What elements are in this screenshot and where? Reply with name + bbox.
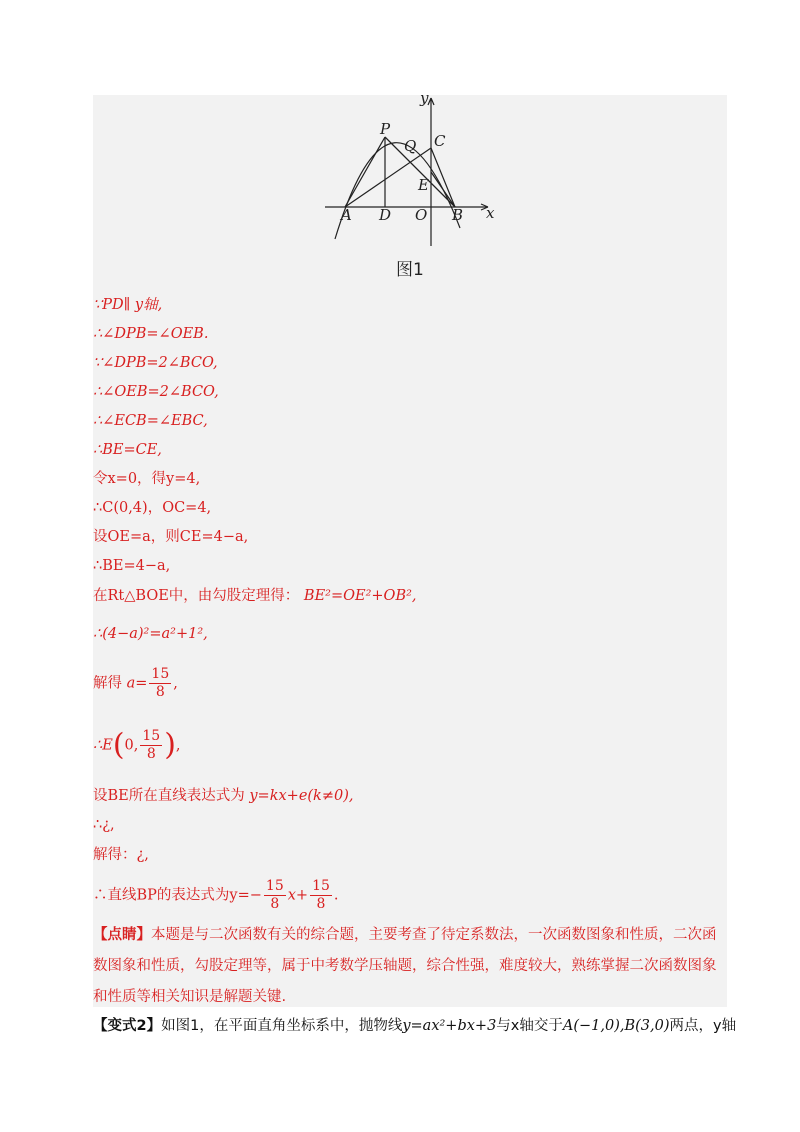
step-13: 解得 a= $\frac{15}{8}$ ,: [93, 666, 178, 700]
figure-caption: 图1: [396, 260, 424, 280]
label-q: Q: [404, 137, 417, 155]
comment-block: [93, 920, 723, 1013]
step-13-variable: a=: [126, 675, 148, 692]
step-11-middle: BOE中，由勾股定理得：: [135, 588, 300, 604]
fraction-numerator: 15: [151, 666, 170, 682]
next-problem-text-1: 如图1，在平面直角坐标系中，抛物线: [161, 1018, 403, 1034]
comment-tag: 【点睛】: [93, 927, 151, 943]
fraction-denominator: 8: [316, 896, 326, 912]
label-a: A: [341, 206, 352, 224]
label-d: D: [379, 206, 392, 224]
step-8: ∴C(0,4)，OC=4,: [93, 500, 212, 516]
step-15: [93, 786, 353, 806]
pythagoras-equation: BE²=OE²+OB²,: [303, 588, 417, 604]
step-15-prefix: 设BE所在直线表达式为: [93, 788, 245, 804]
step-4: ∴∠OEB=2∠BCO,: [93, 384, 219, 400]
fraction-e: [140, 728, 162, 763]
step-18-period: .: [333, 887, 339, 904]
step-5: ∴∠ECB=∠EBC,: [93, 413, 208, 429]
next-problem-text-3: 两点，y轴: [669, 1018, 737, 1034]
comment-text: 本题是与二次函数有关的综合题，主要考查了待定系数法，一次函数图象和性质，二次函数图象和性质，勾股定理等，属于中考数学压轴题，综合性强，难度较大，熟练掌握二次函数图象和性质等相关知识是解题关键.: [93, 927, 717, 1005]
step-14-inner: 0,: [124, 737, 139, 754]
step-2: ∴∠DPB=∠OEB.: [93, 326, 209, 342]
step-6: ∴BE=CE,: [93, 442, 162, 458]
next-problem-points: A(−1,0),B(3,0): [562, 1018, 670, 1034]
next-problem-tag: 【变式2】: [93, 1018, 162, 1034]
label-p: P: [380, 120, 391, 138]
fraction-numerator: 15: [142, 728, 161, 744]
line-equation: y=kx+e(k≠0),: [249, 788, 354, 804]
step-11: [93, 586, 417, 606]
label-b: B: [452, 206, 464, 224]
segment-ap: [345, 137, 385, 207]
step-12: ∴(4−a)²=a²+1²,: [93, 626, 208, 642]
step-18-prefix: ∴直线BP的表达式为y=−: [93, 887, 262, 904]
label-e: E: [418, 176, 429, 194]
fraction-numerator: 15: [265, 878, 284, 894]
next-problem-text-2: 与x轴交于: [496, 1018, 563, 1034]
fraction-denominator: 8: [146, 746, 156, 762]
step-9: 设OE=a，则CE=4−a,: [93, 529, 249, 545]
step-11-prefix: 在Rt: [93, 588, 125, 604]
fraction-denominator: 8: [270, 896, 280, 912]
step-14-comma: ,: [175, 737, 181, 754]
step-14-prefix: ∴E: [93, 737, 113, 754]
step-13-prefix: 解得: [93, 675, 122, 692]
step-14: ∴E(0, $\frac{15}{8}$ ),: [93, 727, 181, 763]
parabola-figure: [320, 90, 500, 250]
fraction-intercept: [310, 878, 332, 913]
step-18-middle: x+: [287, 887, 309, 904]
step-18: [93, 878, 339, 913]
step-17: 解得：¿,: [93, 847, 149, 863]
step-16: ∴¿,: [93, 817, 115, 833]
step-7: 令x=0，得y=4,: [93, 471, 201, 487]
next-problem: [93, 1014, 736, 1035]
triangle-icon: △: [124, 588, 136, 604]
fraction-slope: [264, 878, 286, 913]
label-x: x: [486, 204, 495, 222]
label-y: y: [420, 90, 429, 107]
fraction-denominator: 8: [155, 684, 165, 700]
label-c: C: [434, 132, 446, 150]
fraction-numerator: 15: [312, 878, 330, 894]
step-3: ∵∠DPB=2∠BCO,: [93, 355, 218, 371]
next-problem-equation: y=ax²+bx+3: [402, 1018, 497, 1034]
step-10: ∴BE=4−a,: [93, 558, 171, 574]
label-o: O: [415, 206, 428, 224]
step-1: ∵PD∥ y轴,: [93, 297, 163, 313]
fraction-a: [149, 666, 171, 701]
